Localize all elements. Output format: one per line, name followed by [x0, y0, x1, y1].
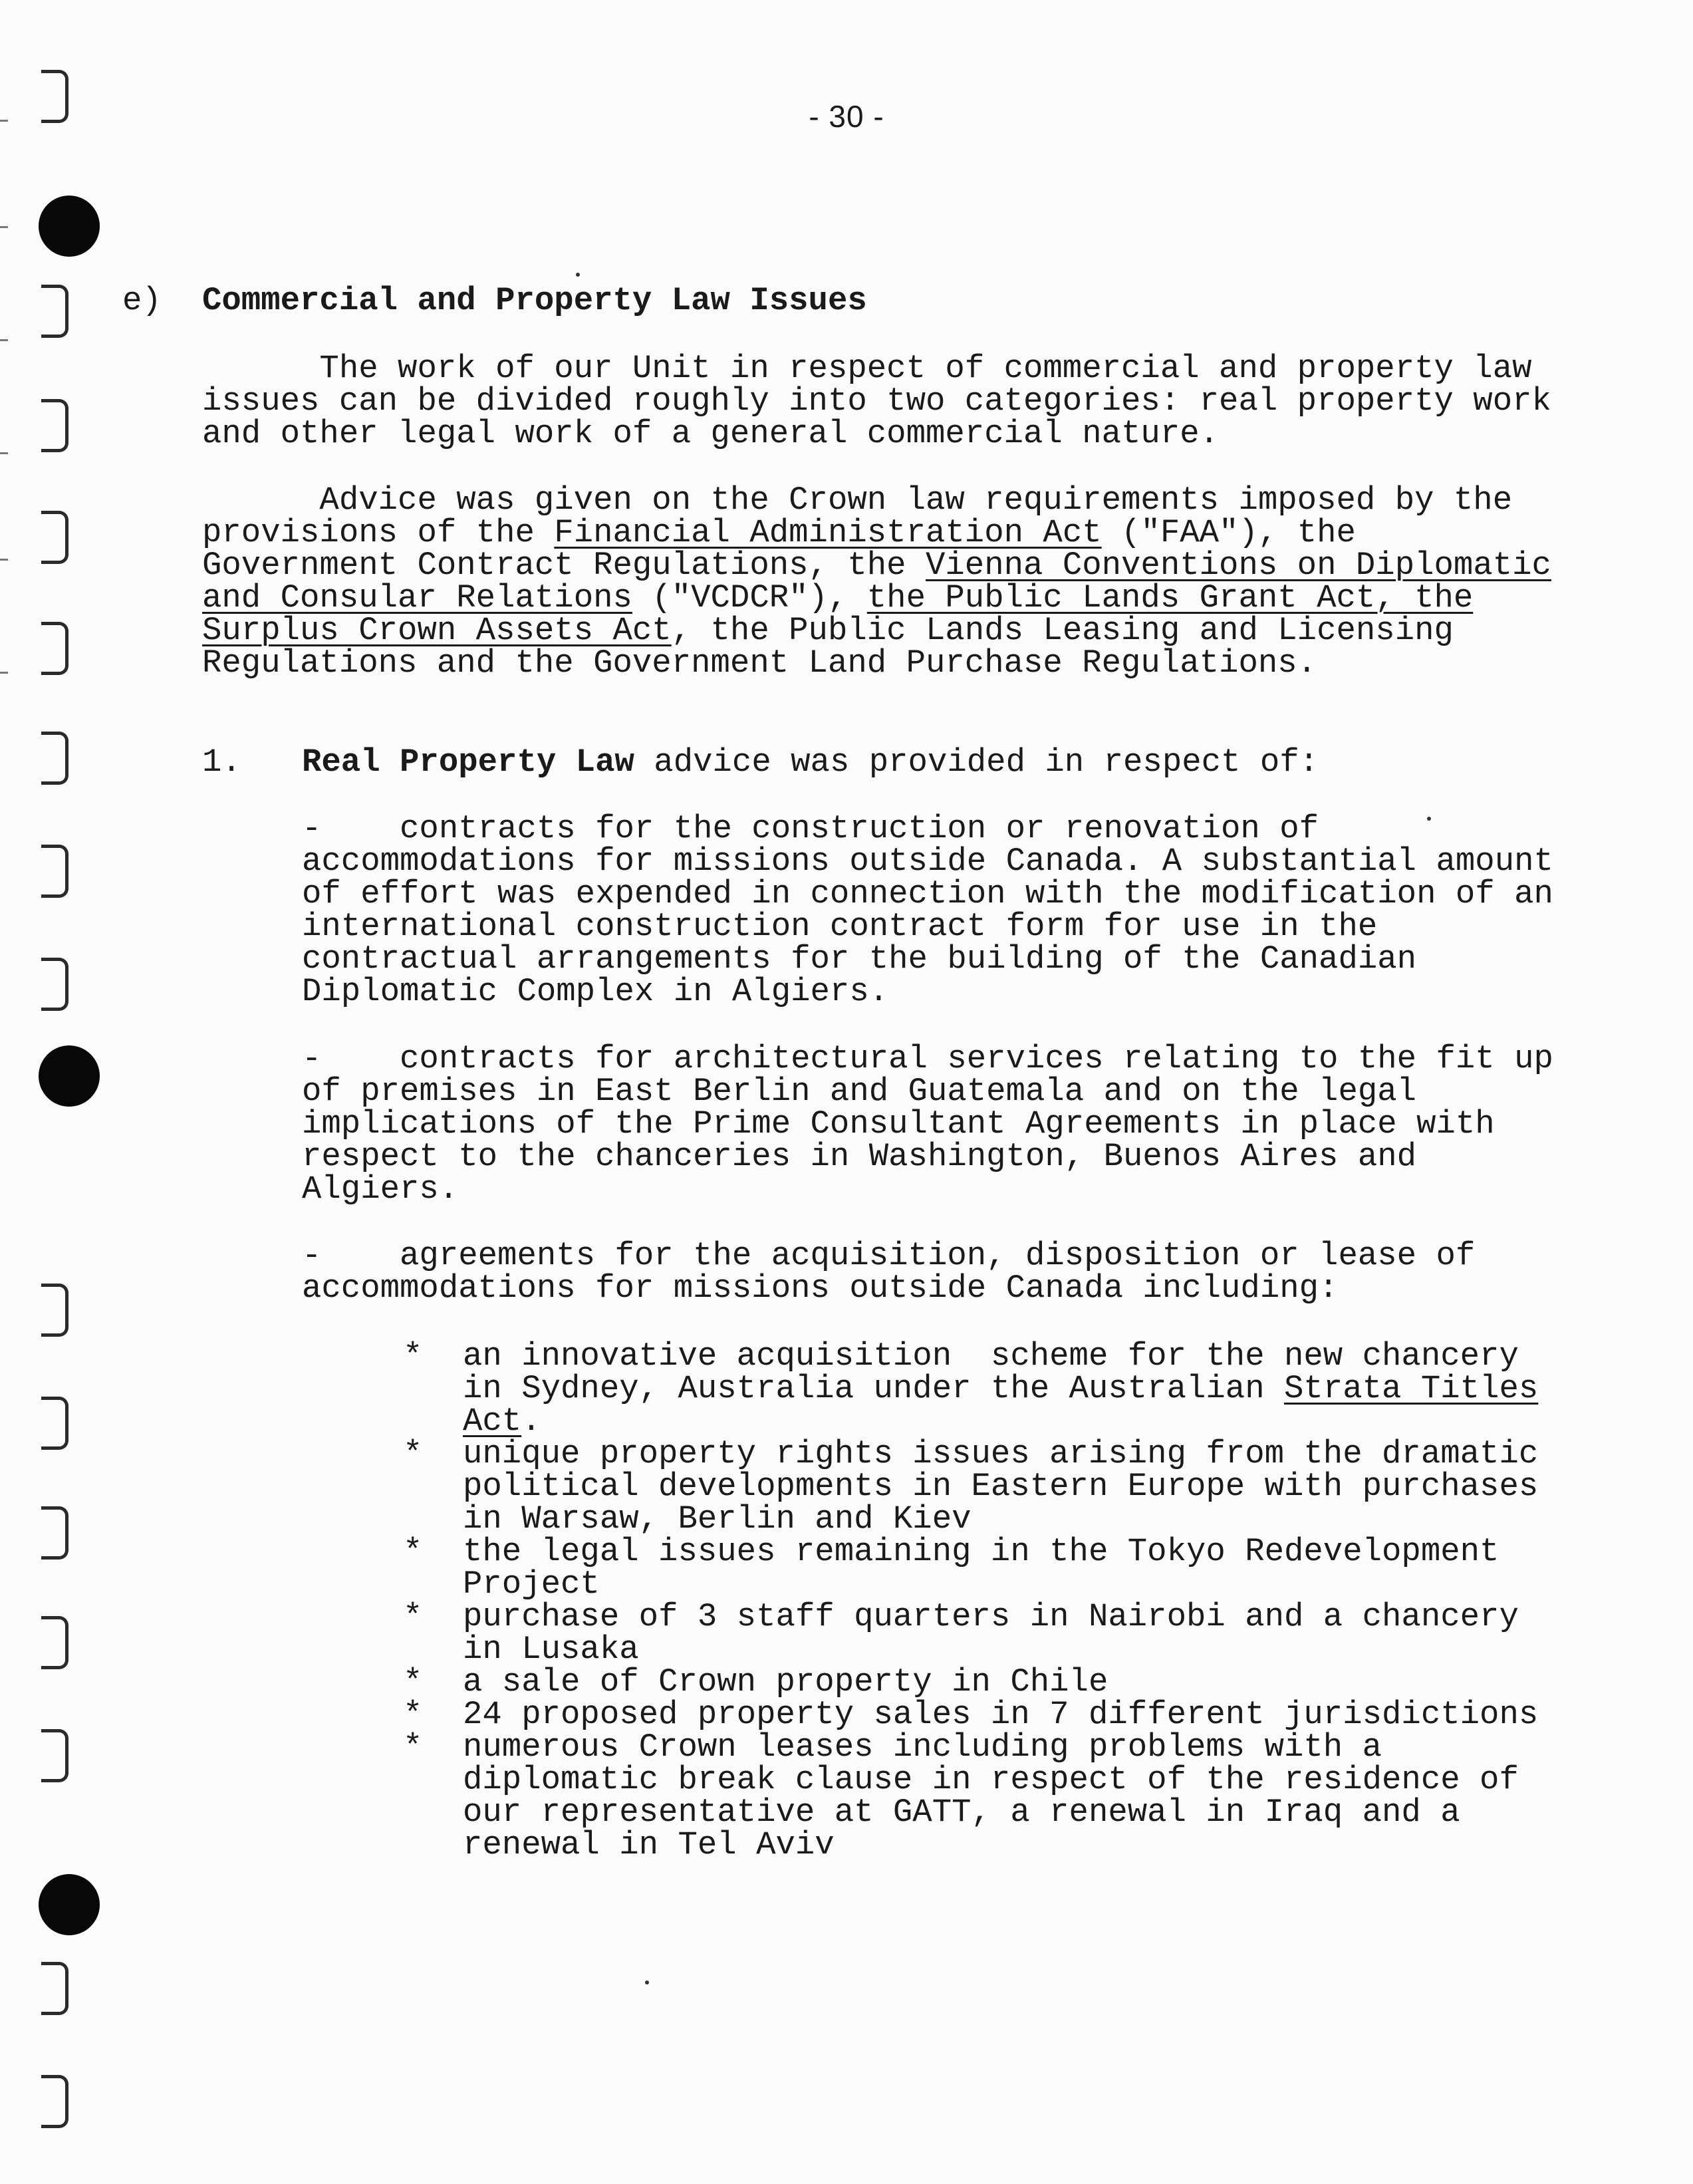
bullet-line: Algiers. — [302, 1170, 459, 1208]
advice-line: provisions of the Financial Administration Act ("FAA"), the — [202, 514, 1356, 551]
list-item: in Sydney, Australia under the Australian Strata Titles — [463, 1370, 1539, 1407]
bullet-line: - contracts for architectural services relating to the fit up — [302, 1040, 1553, 1077]
binder-ring — [41, 2075, 68, 2128]
bullet-line: of premises in East Berlin and Guatemala and on the legal — [302, 1073, 1417, 1110]
bullet-line: implications of the Prime Consultant Agreements in place with — [302, 1105, 1495, 1143]
binder-mark — [0, 452, 8, 454]
section-title: Commercial and Property Law Issues — [202, 282, 867, 319]
punch-hole — [39, 1045, 100, 1107]
binder-ring — [41, 285, 68, 338]
list-marker: * — [403, 1696, 423, 1733]
list-marker: * — [403, 1533, 423, 1570]
binder-ring — [41, 1729, 68, 1782]
act-reference: the Public Lands Grant Act, the — [866, 579, 1474, 616]
scan-speck — [576, 273, 580, 277]
list-item: diplomatic break clause in respect of the residence of — [463, 1761, 1519, 1798]
scan-speck — [645, 1980, 649, 1984]
binder-ring — [41, 511, 68, 564]
act-reference: Act — [463, 1403, 522, 1440]
bullet-line: respect to the chanceries in Washington, Buenos Aires and — [302, 1138, 1417, 1175]
list-item: our representative at GATT, a renewal in Iraq and a — [463, 1794, 1460, 1831]
binder-ring — [41, 1962, 68, 2015]
list-item: purchase of 3 staff quarters in Nairobi and a chancery — [463, 1598, 1519, 1635]
list-item: in Warsaw, Berlin and Kiev — [463, 1500, 972, 1538]
list-marker: * — [403, 1435, 423, 1472]
binder-ring — [41, 845, 68, 898]
binder-mark — [0, 226, 8, 228]
list-marker: * — [403, 1663, 423, 1701]
binder-ring — [41, 622, 68, 675]
act-reference: and Consular Relations — [202, 579, 632, 616]
bullet-line: international construction contract form for use in the — [302, 908, 1378, 945]
advice-line: and Consular Relations ("VCDCR"), the Public Lands Grant Act, the — [202, 579, 1474, 616]
act-reference: Vienna Conventions on Diplomatic — [925, 547, 1551, 584]
binder-ring — [41, 1616, 68, 1669]
bullet-line: - contracts for the construction or renovation of — [302, 810, 1319, 847]
intro-line: The work of our Unit in respect of commercial and property law — [202, 350, 1532, 387]
advice-line: Government Contract Regulations, the Vienna Conventions on Diplomatic — [202, 547, 1551, 584]
bullet-line: contractual arrangements for the building of the Canadian — [302, 940, 1417, 978]
list-item: Act. — [463, 1403, 541, 1440]
item-heading: Real Property Law advice was provided in respect of: — [302, 744, 1319, 781]
scan-speck — [1427, 817, 1431, 821]
act-reference: Strata Titles — [1284, 1370, 1539, 1407]
bullet-line: Diplomatic Complex in Algiers. — [302, 973, 889, 1010]
binder-mark — [0, 339, 8, 341]
act-reference: Surplus Crown Assets Act — [202, 612, 672, 649]
binder-edge — [0, 0, 113, 2184]
advice-line: Advice was given on the Crown law requirements imposed by the — [202, 481, 1513, 519]
punch-hole — [39, 1874, 100, 1935]
list-item: in Lusaka — [463, 1631, 639, 1668]
list-item: numerous Crown leases including problems with a — [463, 1728, 1382, 1766]
bullet-line: of effort was expended in connection with the modification of an — [302, 875, 1553, 912]
list-item: 24 proposed property sales in 7 different jurisdictions — [463, 1696, 1539, 1733]
list-item: unique property rights issues arising from the dramatic — [463, 1435, 1539, 1472]
list-item: political developments in Eastern Europe with purchases — [463, 1468, 1539, 1505]
binder-mark — [0, 672, 8, 674]
binder-ring — [41, 732, 68, 785]
punch-hole — [39, 196, 100, 257]
item-number: 1. — [202, 744, 241, 781]
binder-ring — [41, 958, 68, 1011]
binder-ring — [41, 1284, 68, 1337]
page-number: - 30 - — [809, 99, 884, 134]
list-item: an innovative acquisition scheme for the new chancery — [463, 1337, 1519, 1375]
intro-line: issues can be divided roughly into two categories: real property work — [202, 382, 1551, 420]
advice-line: Surplus Crown Assets Act, the Public Lands Leasing and Licensing — [202, 612, 1454, 649]
binder-ring — [41, 399, 68, 452]
binder-mark — [0, 559, 8, 561]
intro-line: and other legal work of a general commercial nature. — [202, 415, 1220, 452]
list-item: the legal issues remaining in the Tokyo Redevelopment — [463, 1533, 1499, 1570]
act-reference: Financial Administration Act — [554, 514, 1102, 551]
list-marker: * — [403, 1598, 423, 1635]
bullet-line: accommodations for missions outside Canada including: — [302, 1270, 1339, 1307]
binder-ring — [41, 1397, 68, 1450]
advice-line: Regulations and the Government Land Purchase Regulations. — [202, 644, 1317, 682]
list-marker: * — [403, 1337, 423, 1375]
list-item: a sale of Crown property in Chile — [463, 1663, 1108, 1701]
bullet-line: accommodations for missions outside Canada. A substantial amount — [302, 843, 1553, 880]
list-item: Project — [463, 1566, 600, 1603]
section-label: e) — [122, 282, 162, 319]
binder-ring — [41, 1506, 68, 1560]
list-marker: * — [403, 1728, 423, 1766]
list-item: renewal in Tel Aviv — [463, 1826, 835, 1863]
bullet-line: - agreements for the acquisition, disposition or lease of — [302, 1237, 1476, 1274]
